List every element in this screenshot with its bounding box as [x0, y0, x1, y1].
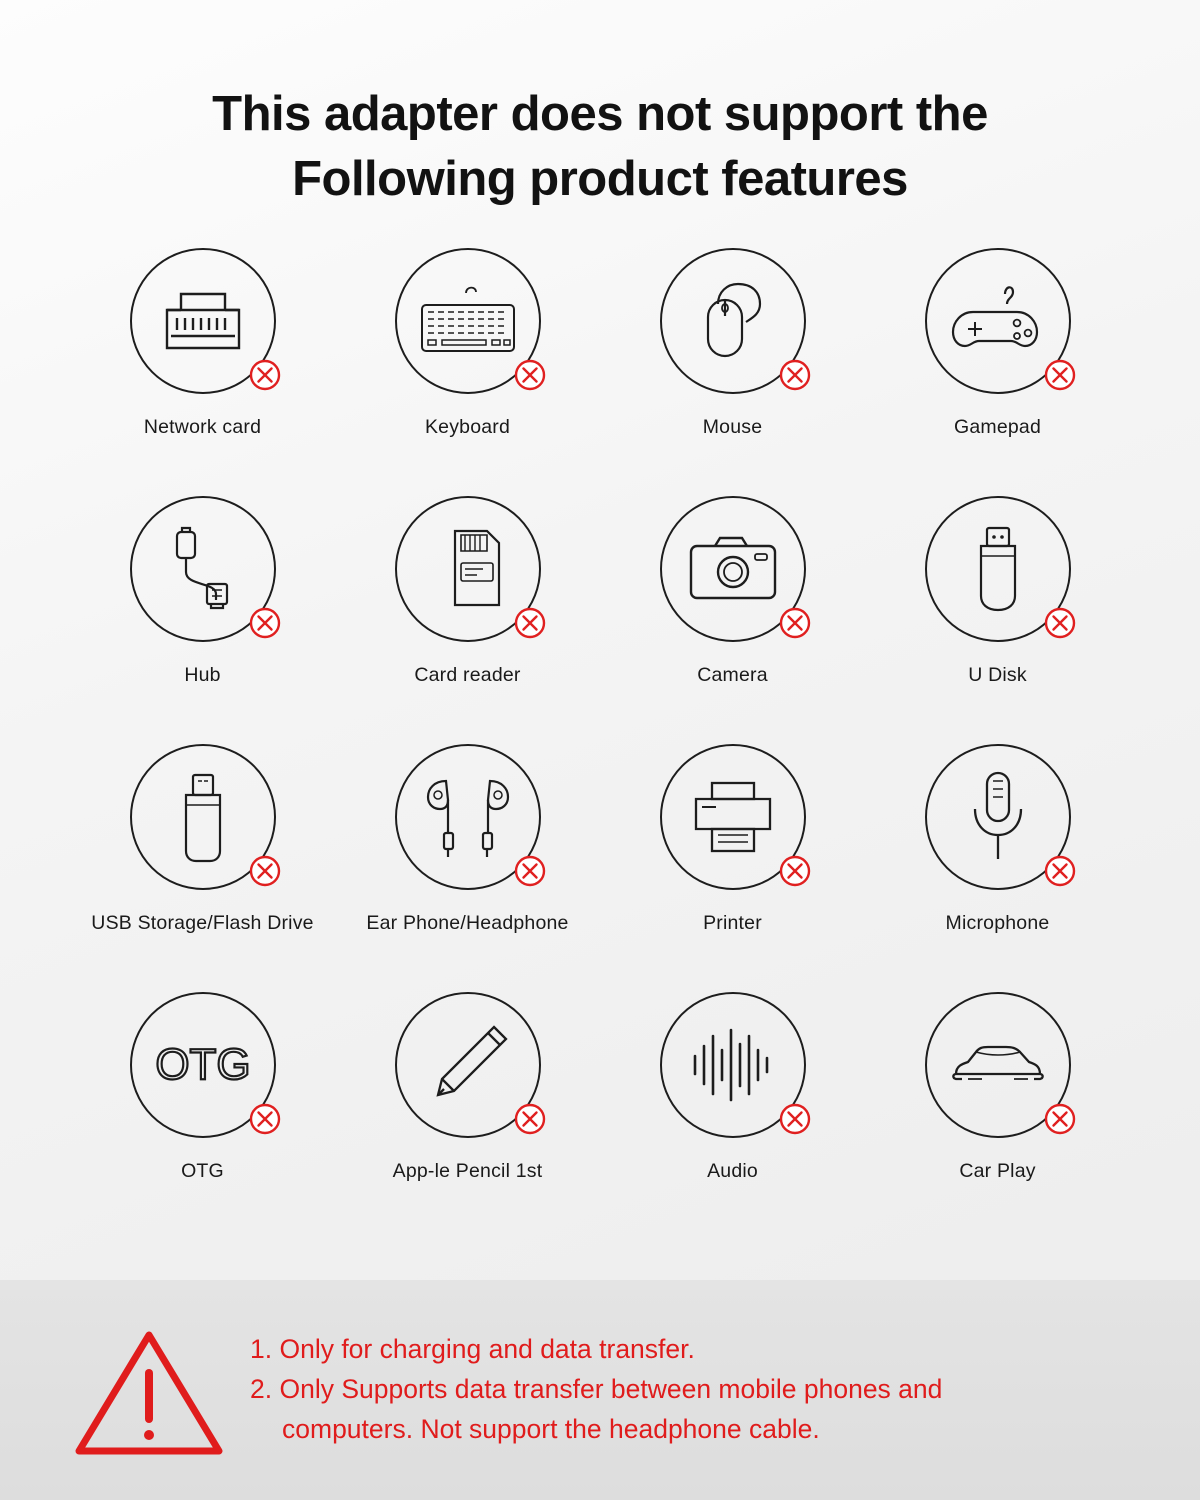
warning-note	[0, 1280, 1200, 1500]
feature-item-u-disk	[865, 496, 1130, 744]
icon-badge	[925, 744, 1071, 890]
icon-badge	[395, 496, 541, 642]
feature-label: Network card	[143, 416, 262, 439]
feature-label: Microphone	[945, 912, 1050, 935]
not-supported-icon	[778, 606, 812, 640]
feature-item-audio	[600, 992, 865, 1240]
feature-item-usb-storage	[70, 744, 335, 992]
feature-item-earphone	[335, 744, 600, 992]
feature-item-car-play	[865, 992, 1130, 1240]
icon-badge	[660, 992, 806, 1138]
feature-label: Hub	[184, 664, 221, 687]
feature-item-stylus-pencil	[335, 992, 600, 1240]
feature-item-camera	[600, 496, 865, 744]
feature-item-card-reader	[335, 496, 600, 744]
icon-badge	[660, 744, 806, 890]
icon-badge	[395, 744, 541, 890]
feature-label: Keyboard	[424, 416, 511, 439]
not-supported-icon	[248, 358, 282, 392]
feature-label: OTG	[181, 1160, 224, 1183]
feature-label: Car Play	[959, 1160, 1036, 1183]
feature-label: Mouse	[702, 416, 763, 439]
icon-badge	[130, 992, 276, 1138]
not-supported-icon	[778, 854, 812, 888]
feature-item-hub	[70, 496, 335, 744]
warning-line-3: computers. Not support the headphone cable.	[282, 1413, 820, 1444]
unsupported-features-grid	[70, 212, 1130, 1240]
icon-badge	[925, 248, 1071, 394]
icon-badge	[130, 496, 276, 642]
page-title-line-2: Following product features	[292, 152, 908, 207]
warning-triangle-icon	[74, 1327, 224, 1459]
feature-item-gamepad	[865, 248, 1130, 496]
page-title	[0, 0, 1200, 212]
not-supported-icon	[248, 1102, 282, 1136]
icon-badge	[660, 248, 806, 394]
not-supported-icon	[513, 1102, 547, 1136]
icon-badge	[925, 992, 1071, 1138]
warning-text	[250, 1330, 942, 1449]
feature-label: Printer	[703, 912, 762, 935]
not-supported-icon	[1043, 606, 1077, 640]
not-supported-icon	[1043, 1102, 1077, 1136]
not-supported-icon	[1043, 854, 1077, 888]
icon-badge	[130, 248, 276, 394]
feature-label: App-le Pencil 1st	[392, 1160, 543, 1183]
feature-item-printer	[600, 744, 865, 992]
not-supported-icon	[513, 606, 547, 640]
icon-badge	[660, 496, 806, 642]
feature-label: Audio	[707, 1160, 758, 1183]
icon-badge	[130, 744, 276, 890]
not-supported-icon	[778, 1102, 812, 1136]
not-supported-icon	[1043, 358, 1077, 392]
feature-item-network-card	[70, 248, 335, 496]
feature-label: Camera	[697, 664, 768, 687]
icon-badge	[925, 496, 1071, 642]
feature-label: Ear Phone/Headphone	[366, 912, 569, 935]
feature-item-otg	[70, 992, 335, 1240]
warning-line-2: 2. Only Supports data transfer between mobile phones and	[250, 1374, 943, 1405]
warning-line-1: 1. Only for charging and data transfer.	[250, 1334, 695, 1365]
feature-label: USB Storage/Flash Drive	[91, 912, 314, 935]
not-supported-icon	[248, 854, 282, 888]
icon-badge	[395, 992, 541, 1138]
otg-label: OTG	[154, 1040, 251, 1090]
feature-item-microphone	[865, 744, 1130, 992]
feature-label: Gamepad	[953, 416, 1042, 439]
page-title-line-1: This adapter does not support the	[212, 87, 988, 141]
feature-item-mouse	[600, 248, 865, 496]
not-supported-icon	[778, 358, 812, 392]
feature-label: Card reader	[414, 664, 521, 687]
not-supported-icon	[513, 854, 547, 888]
feature-label: U Disk	[968, 664, 1027, 687]
feature-item-keyboard	[335, 248, 600, 496]
not-supported-icon	[248, 606, 282, 640]
not-supported-icon	[513, 358, 547, 392]
icon-badge	[395, 248, 541, 394]
